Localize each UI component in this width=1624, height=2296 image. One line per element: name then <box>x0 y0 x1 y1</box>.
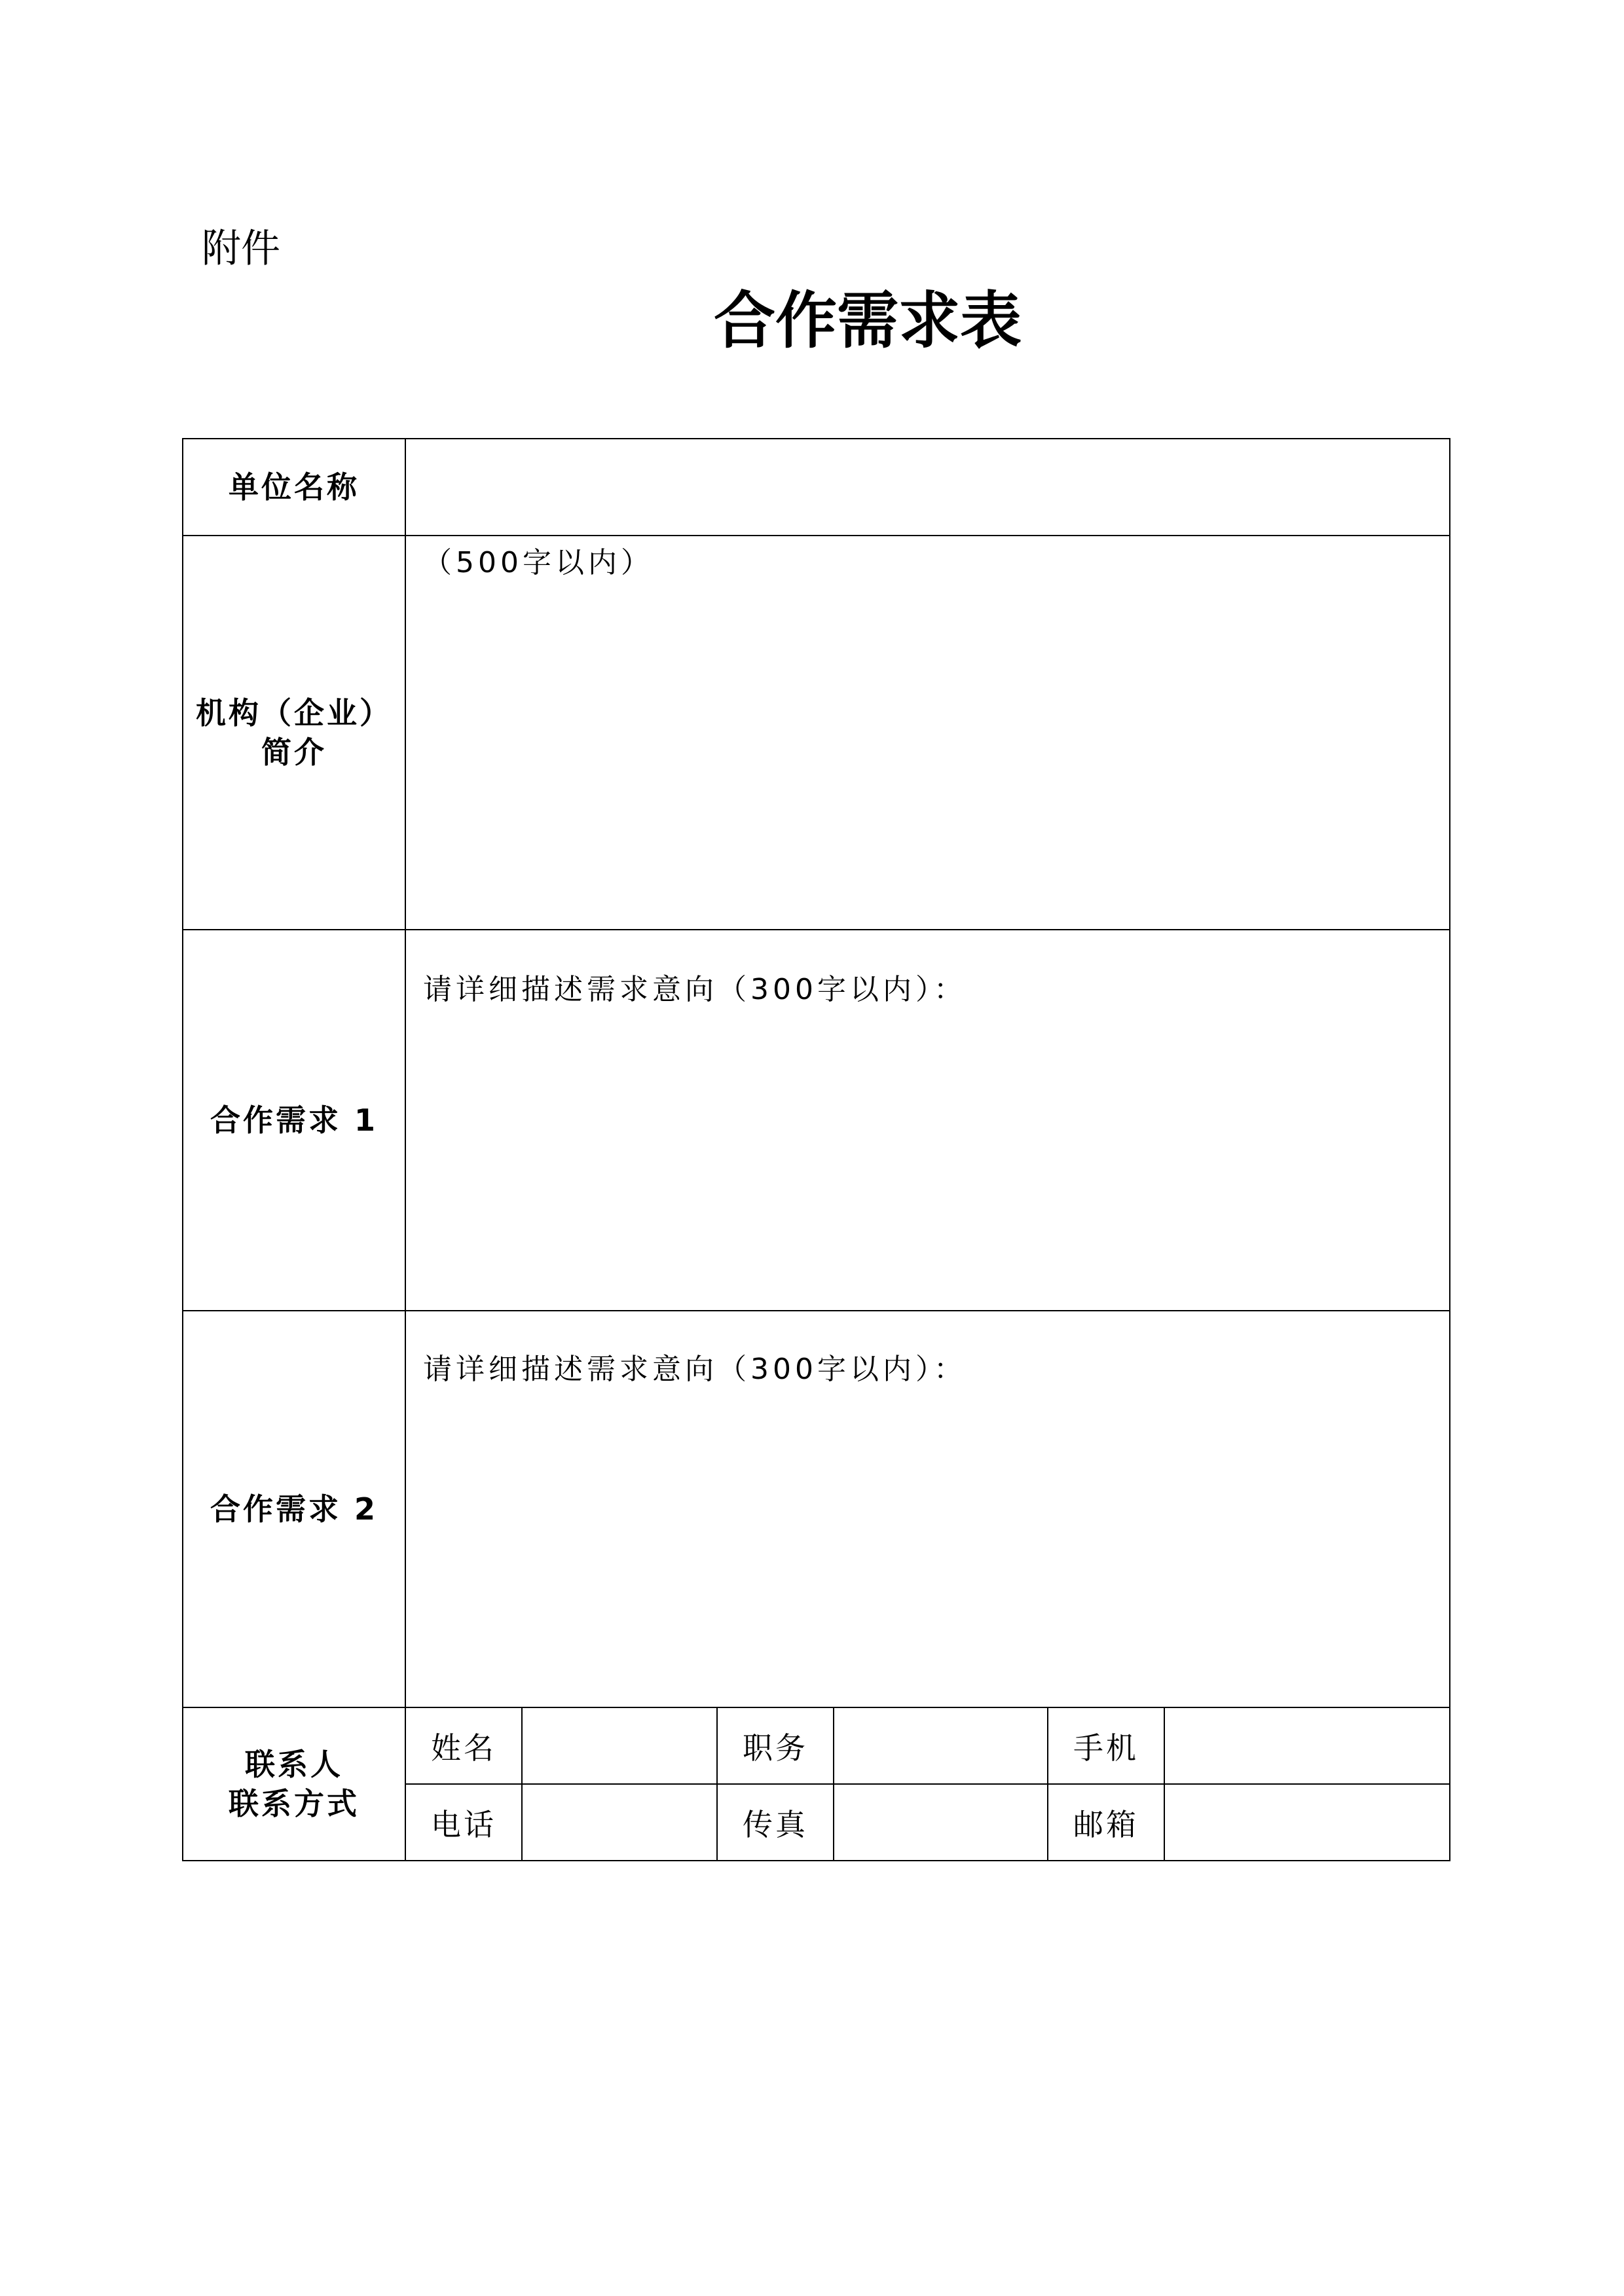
page-title: 合作需求表 <box>713 285 1022 357</box>
need2-row <box>183 1311 1450 1707</box>
mobile-field[interactable] <box>1164 1707 1450 1784</box>
need1-field[interactable] <box>405 930 1450 1311</box>
phone-field[interactable] <box>522 1784 717 1861</box>
attachment-label: 附件 <box>202 226 280 272</box>
intro-label-line2: 简介 <box>261 735 327 770</box>
need2-hint: 请详细描述需求意向（300字以内）： <box>423 1353 967 1386</box>
intro-row <box>183 536 1450 930</box>
phone-label: 电话 <box>405 1784 522 1861</box>
cooperation-form-table <box>182 438 1450 1861</box>
intro-hint: （500字以内） <box>423 546 654 579</box>
org-name-field[interactable] <box>405 439 1450 536</box>
position-field[interactable] <box>834 1707 1048 1784</box>
contact-label <box>183 1707 405 1861</box>
org-name-row <box>183 439 1450 536</box>
email-label: 邮箱 <box>1048 1784 1164 1861</box>
intro-label-line1: 机构（企业） <box>196 695 392 731</box>
contact-label-line1: 联系人 <box>245 1747 343 1782</box>
mobile-label: 手机 <box>1048 1707 1164 1784</box>
need1-row <box>183 930 1450 1311</box>
need2-label: 合作需求 2 <box>183 1311 405 1707</box>
contact-row-1 <box>183 1707 1450 1784</box>
need1-hint: 请详细描述需求意向（300字以内）： <box>423 973 967 1006</box>
intro-label <box>183 536 405 930</box>
fax-label: 传真 <box>717 1784 834 1861</box>
need2-field[interactable] <box>405 1311 1450 1707</box>
name-field[interactable] <box>522 1707 717 1784</box>
contact-label-line2: 联系方式 <box>229 1786 360 1821</box>
fax-field[interactable] <box>834 1784 1048 1861</box>
intro-field[interactable] <box>405 536 1450 930</box>
email-field[interactable] <box>1164 1784 1450 1861</box>
position-label: 职务 <box>717 1707 834 1784</box>
org-name-label: 单位名称 <box>183 439 405 536</box>
name-label: 姓名 <box>405 1707 522 1784</box>
need1-label: 合作需求 1 <box>183 930 405 1311</box>
